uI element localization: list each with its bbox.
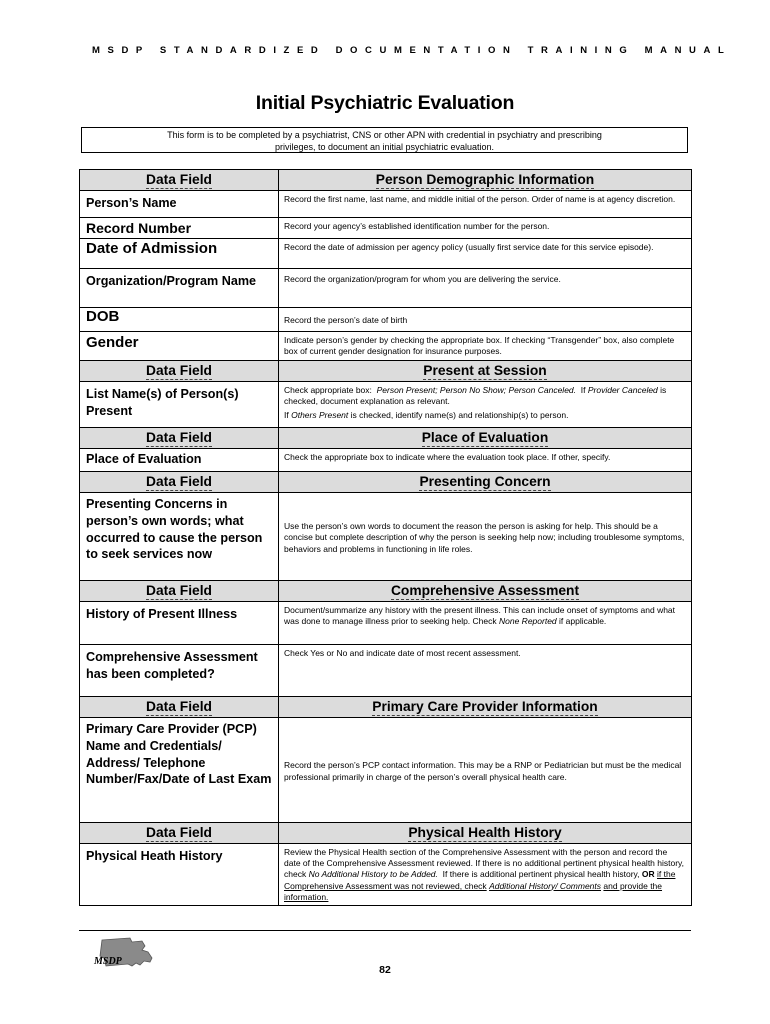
field-description: Check the appropriate box to indicate where the evaluation took place. If other, specify. — [279, 449, 692, 472]
field-description: Check Yes or No and indicate date of most recent assessment. — [279, 645, 692, 697]
intro-box — [81, 127, 688, 153]
column-header-data-field: Data Field — [80, 697, 279, 718]
manual-header: MSDP STANDARDIZED DOCUMENTATION TRAINING MANUAL — [92, 45, 732, 56]
section-header-present — [80, 361, 692, 382]
field-description: Record the person’s date of birth — [279, 308, 692, 332]
column-header-data-field: Data Field — [80, 823, 279, 844]
field-label: Date of Admission — [80, 239, 279, 269]
footer-divider — [79, 930, 691, 931]
evaluation-table — [79, 169, 692, 906]
section-title-physical: Physical Health History — [279, 823, 692, 844]
intro-line-1: This form is to be completed by a psychiatrist, CNS or other APN with credential in psychiatry and prescribing — [167, 130, 602, 140]
table-row — [80, 239, 692, 269]
table-row — [80, 308, 692, 332]
table-row — [80, 493, 692, 581]
section-header-demographic — [80, 170, 692, 191]
section-title-present: Present at Session — [279, 361, 692, 382]
section-title-concern: Presenting Concern — [279, 472, 692, 493]
table-row — [80, 218, 692, 239]
table-row — [80, 382, 692, 428]
column-header-data-field: Data Field — [80, 170, 279, 191]
section-title-demographic: Person Demographic Information — [279, 170, 692, 191]
table-row — [80, 602, 692, 645]
table-row — [80, 645, 692, 697]
table-row — [80, 269, 692, 308]
present-desc-2: If Others Present is checked, identify name(s) and relationship(s) to person. — [284, 410, 569, 421]
table-row — [80, 191, 692, 218]
field-label: Gender — [80, 332, 279, 361]
present-desc-1: Check appropriate box: Person Present; Person No Show; Person Canceled. If Provider Canceled is checked, document explanation as relevant. — [284, 385, 667, 407]
section-header-place — [80, 428, 692, 449]
table-row — [80, 332, 692, 361]
column-header-data-field: Data Field — [80, 472, 279, 493]
column-header-data-field: Data Field — [80, 581, 279, 602]
field-label: Record Number — [80, 218, 279, 239]
section-header-physical — [80, 823, 692, 844]
field-label: Place of Evaluation — [80, 449, 279, 472]
field-label: Primary Care Provider (PCP) Name and Credentials/ Address/ Telephone Number/Fax/Date of Last Exam — [80, 718, 279, 823]
section-title-pcp: Primary Care Provider Information — [279, 697, 692, 718]
field-label: Person’s Name — [80, 191, 279, 218]
section-header-pcp — [80, 697, 692, 718]
intro-line-2: privileges, to document an initial psychiatric evaluation. — [274, 141, 495, 152]
page-title: Initial Psychiatric Evaluation — [255, 92, 515, 114]
table-row — [80, 718, 692, 823]
field-description: Record the organization/program for whom you are delivering the service. — [279, 269, 692, 308]
page-number: 82 — [379, 964, 391, 976]
field-label: DOB — [80, 308, 279, 332]
field-description: Review the Physical Health section of the Comprehensive Assessment with the person and record the date of the Comprehensive Assessment reviewed. If there is no additional pertinent physical health history, check No Additional History to be Added. If there is additional pertinent physical health history, OR if the Comprehensive Assessment was not reviewed, check Additional History/ Comments and provide the information. — [279, 844, 692, 906]
field-label: Comprehensive Assessment has been completed? — [80, 645, 279, 697]
field-label: List Name(s) of Person(s) Present — [80, 382, 279, 428]
field-description: Record the date of admission per agency policy (usually first service date for this service episode). — [279, 239, 692, 269]
field-description: Use the person’s own words to document the reason the person is asking for help. This should be a concise but complete description of why the person is seeking help now; including troublesome symptoms, behaviors and problems in functioning in life roles. — [279, 493, 692, 581]
field-description: Indicate person’s gender by checking the appropriate box. If checking “Transgender” box, also complete box of current gender designation for insurance purposes. — [279, 332, 692, 361]
field-description: Record your agency’s established identification number for the person. — [279, 218, 692, 239]
table-row — [80, 844, 692, 906]
field-description: Record the first name, last name, and middle initial of the person. Order of name is at agency discretion. — [279, 191, 692, 218]
field-label: Presenting Concerns in person’s own words; what occurred to cause the person to seek services now — [80, 493, 279, 581]
section-title-comprehensive: Comprehensive Assessment — [279, 581, 692, 602]
column-header-data-field: Data Field — [80, 361, 279, 382]
field-label: Organization/Program Name — [80, 269, 279, 308]
field-label: Physical Heath History — [80, 844, 279, 906]
section-header-comprehensive — [80, 581, 692, 602]
column-header-data-field: Data Field — [80, 428, 279, 449]
section-header-concern — [80, 472, 692, 493]
table-row — [80, 449, 692, 472]
section-title-place: Place of Evaluation — [279, 428, 692, 449]
field-label: History of Present Illness — [80, 602, 279, 645]
field-description — [279, 382, 692, 428]
field-description: Document/summarize any history with the present illness. This can include onset of symptoms and what was done to manage illness prior to seeking help. Check None Reported if applicable. — [279, 602, 692, 645]
logo-text: MSDP — [94, 956, 122, 967]
field-description: Record the person’s PCP contact information. This may be a RNP or Pediatrician but must be the medical professional primarily in charge of the person’s overall physical health care. — [279, 718, 692, 823]
